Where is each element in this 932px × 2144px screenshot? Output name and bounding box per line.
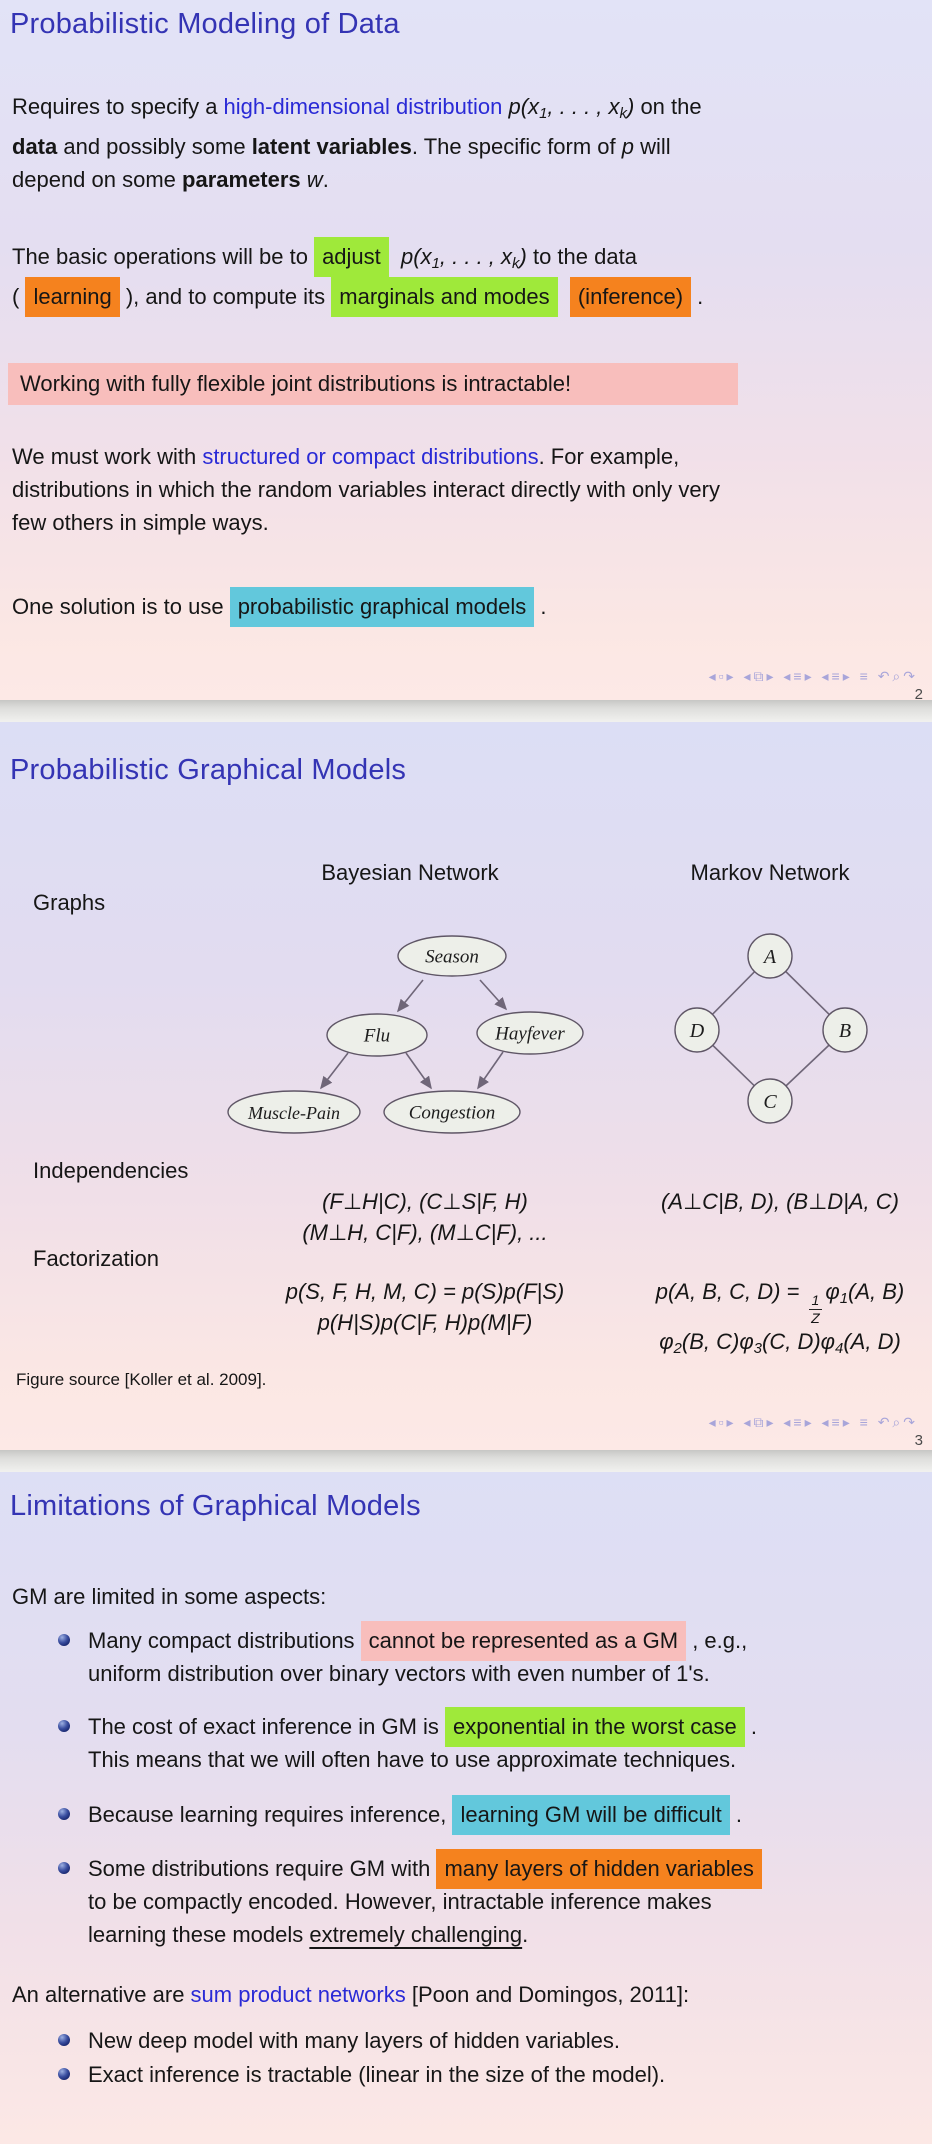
text-segment: .: [522, 1922, 529, 1947]
text-line: [88, 1852, 908, 1885]
paragraph-specify-distribution: [12, 90, 924, 196]
paragraph-one-solution: [12, 590, 924, 623]
row-label-graphs: Graphs: [33, 890, 106, 915]
text-segment: w: [306, 167, 323, 193]
text-line: [88, 1798, 908, 1831]
page-number: 2: [914, 686, 923, 700]
text-segment: Some distributions require GM with: [88, 1856, 437, 1881]
text-line: [628, 1326, 932, 1364]
edge-flu-musclepain: [321, 1053, 348, 1088]
text-line: [20, 371, 726, 397]
text-segment: ): [519, 244, 527, 269]
text-segment: to the data: [526, 244, 637, 269]
text-segment: p: [621, 134, 635, 160]
text-line: [12, 1978, 928, 2011]
text-segment: k: [619, 105, 627, 123]
text-segment: p(S, F, H, M, C) = p(S)p(F|S): [285, 1279, 565, 1304]
factorization-bayesian: [185, 1276, 665, 1338]
text-segment: uniform distribution over binary vectors with even number of 1's.: [88, 1661, 710, 1686]
text-line: [185, 1217, 665, 1248]
node-label-b: B: [838, 1020, 852, 1042]
text-line: [88, 1710, 908, 1743]
text-segment: depend on some: [12, 167, 183, 193]
text-line: [12, 506, 928, 539]
text-segment: We must work with: [12, 444, 203, 469]
slide-limitations-graphical-models: [0, 1472, 932, 2144]
page-title: Limitations of Graphical Models: [10, 1490, 421, 1522]
text-line: [88, 1657, 908, 1690]
page-title: Probabilistic Modeling of Data: [10, 8, 400, 40]
text-segment: 2: [673, 1340, 682, 1358]
text-segment: $\frac{1}{Z}$: [809, 1293, 823, 1326]
text-segment: Because learning requires inference,: [88, 1802, 453, 1827]
edge-flu-congestion: [406, 1053, 431, 1088]
text-line: [628, 1186, 932, 1217]
beamer-navigation[interactable]: ◂▫▸ ◂⧉▸ ◂≡▸ ◂≡▸ ≡ ↶⌕↷: [708, 668, 918, 684]
text-line: [12, 280, 924, 313]
text-segment: The cost of exact inference in GM is: [88, 1714, 446, 1739]
text-line: [88, 2024, 908, 2057]
text-line: [88, 1624, 908, 1657]
bullet-icon: [58, 1808, 70, 1820]
text-segment: many layers of hidden variables: [436, 1849, 761, 1889]
bullet-item-cannot-represent: [58, 1624, 908, 1690]
text-segment: (: [12, 284, 26, 310]
text-segment: and possibly some: [57, 134, 252, 160]
bullet-item-exact-inference-cost: [58, 1710, 908, 1776]
column-header-bayesian: Bayesian Network: [321, 860, 499, 885]
text-segment: 4: [835, 1340, 844, 1358]
row-label-independencies: Independencies: [33, 1158, 189, 1183]
text-segment: This means that we will often have to use approximate techniques.: [88, 1747, 737, 1772]
node-label-a: A: [763, 946, 777, 968]
text-segment: Requires to specify a: [12, 94, 224, 119]
text-segment: adjust: [314, 237, 389, 277]
node-label-season: Season: [425, 946, 479, 968]
text-segment: (inference): [570, 277, 691, 317]
text-segment: . The specific form of: [411, 134, 622, 160]
bullet-icon: [58, 2034, 70, 2046]
text-line: [185, 1186, 665, 1217]
node-label-c: C: [763, 1091, 777, 1113]
column-header-markov: Markov Network: [690, 860, 850, 885]
text-segment: on the: [634, 94, 702, 119]
slide-probabilistic-modeling: [0, 0, 932, 700]
text-line: [12, 590, 924, 623]
text-segment: 1: [839, 1290, 849, 1308]
text-line: [185, 1307, 665, 1338]
text-segment: learning these models: [88, 1922, 310, 1947]
text-segment: few others in simple ways.: [12, 510, 269, 535]
bullet-item-tractable-inference: [58, 2058, 908, 2091]
text-segment: (M⊥H, C|F), (M⊥C|F), ...: [302, 1220, 548, 1245]
text-segment: The basic operations will be to: [12, 244, 315, 269]
text-segment: Exact inference is tractable (linear in the size of the model).: [88, 2062, 666, 2087]
bullet-item-hidden-variables: [58, 1852, 908, 1951]
text-segment: [Poon and Domingos, 2011]:: [405, 1982, 690, 2007]
text-segment: learning GM will be difficult: [452, 1795, 729, 1835]
text-segment: p(A, B, C, D) =: [655, 1279, 806, 1304]
paragraph-basic-operations: [12, 240, 924, 313]
alert-box-intractable: [8, 363, 738, 405]
text-segment: (C, D)φ: [762, 1328, 836, 1354]
bullet-icon: [58, 1862, 70, 1874]
text-segment: Many compact distributions: [88, 1628, 361, 1653]
text-line: [88, 1885, 908, 1918]
text-segment: marginals and modes: [331, 277, 557, 317]
text-segment: 1: [539, 105, 548, 123]
text-segment: learning: [25, 277, 119, 317]
node-label-flu: Flu: [363, 1025, 391, 1047]
text-segment: (F⊥H|C), (C⊥S|F, H): [322, 1189, 528, 1214]
bullet-item-new-deep-model: [58, 2024, 908, 2057]
text-segment: One solution is to use: [12, 594, 230, 619]
text-segment: .: [322, 167, 329, 193]
text-line: [88, 1918, 908, 1951]
text-line: [12, 240, 924, 280]
text-segment: probabilistic graphical models: [230, 587, 535, 627]
text-line: [12, 90, 924, 130]
text-segment: , . . . , x: [547, 94, 620, 119]
text-segment: (A⊥C|B, D), (B⊥D|A, C): [661, 1189, 899, 1214]
slide-probabilistic-graphical-models: [0, 722, 932, 1450]
text-segment: φ: [825, 1279, 840, 1304]
text-segment: [558, 284, 570, 309]
independencies-markov: [628, 1186, 932, 1217]
edge-hayfever-congestion: [478, 1052, 503, 1088]
text-segment: p(x: [508, 94, 540, 119]
page-number: 3: [914, 1432, 923, 1449]
paragraph-alternative-spn: [12, 1978, 928, 2011]
bayesian-network-diagram: [218, 918, 608, 1138]
row-label-factorization: Factorization: [33, 1246, 159, 1271]
slide-separator: [0, 1450, 932, 1472]
text-line: [185, 1276, 665, 1307]
node-label-hayfever: Hayfever: [495, 1023, 565, 1045]
node-label-muscle-pain: Muscle-Pain: [248, 1103, 340, 1123]
text-segment: exponential in the worst case: [445, 1707, 745, 1747]
text-segment: .: [729, 1802, 742, 1827]
bullet-item-learning-difficult: [58, 1798, 908, 1831]
text-segment: sum product networks: [190, 1982, 406, 2007]
slide-separator: [0, 700, 932, 722]
node-label-d: D: [689, 1020, 705, 1042]
edge-season-flu: [398, 980, 423, 1011]
text-segment: (A, B): [848, 1279, 905, 1304]
text-segment: .: [534, 594, 547, 619]
text-segment: New deep model with many layers of hidden variables.: [88, 2028, 620, 2053]
bullet-icon: [58, 2068, 70, 2080]
text-segment: extremely challenging: [309, 1922, 523, 1947]
text-segment: latent variables: [251, 134, 412, 160]
text-line: [88, 1743, 908, 1776]
paragraph-structured-distributions: [12, 440, 928, 539]
text-segment: An alternative are: [12, 1982, 191, 2007]
text-segment: , . . . , x: [439, 244, 513, 269]
independencies-bayesian: [185, 1186, 665, 1248]
beamer-navigation[interactable]: ◂▫▸ ◂⧉▸ ◂≡▸ ◂≡▸ ≡ ↶⌕↷: [708, 1414, 918, 1430]
text-line: [12, 440, 928, 473]
text-segment: .: [691, 284, 704, 310]
text-segment: data: [12, 134, 58, 160]
text-line: [12, 473, 928, 506]
text-line: [12, 163, 924, 196]
text-line: [88, 2058, 908, 2091]
text-segment: φ: [659, 1328, 674, 1354]
text-segment: p(x: [401, 244, 432, 269]
text-segment: [389, 244, 401, 269]
text-segment: ), and to compute its: [119, 284, 332, 310]
text-line: [628, 1276, 932, 1326]
text-segment: structured or compact distributions: [202, 444, 539, 469]
text-segment: ): [627, 94, 635, 119]
node-label-congestion: Congestion: [408, 1102, 496, 1124]
bullet-icon: [58, 1634, 70, 1646]
text-segment: will: [634, 134, 671, 160]
text-segment: .: [744, 1714, 758, 1739]
text-segment: cannot be represented as a GM: [361, 1621, 686, 1661]
bullet-icon: [58, 1720, 70, 1732]
text-segment: , e.g.,: [686, 1628, 748, 1653]
markov-network-diagram: [658, 918, 888, 1138]
text-segment: to be compactly encoded. However, intractable inference makes: [88, 1889, 712, 1914]
figure-source: Figure source [Koller et al. 2009].: [16, 1370, 267, 1389]
text-segment: . For example,: [538, 444, 680, 469]
text-segment: k: [512, 255, 520, 273]
text-line: [12, 130, 924, 163]
text-segment: (B, C)φ: [681, 1328, 754, 1354]
edge-season-hayfever: [480, 980, 506, 1009]
text-segment: p(H|S)p(C|F, H)p(M|F): [317, 1310, 533, 1335]
text-segment: parameters: [182, 167, 301, 193]
text-segment: high-dimensional distribution: [223, 94, 503, 119]
text-segment: 1: [431, 255, 440, 273]
text-segment: 3: [753, 1340, 762, 1358]
text-segment: Working with fully flexible joint distributions is intractable!: [20, 371, 572, 396]
text-segment: distributions in which the random variables interact directly with only very: [12, 477, 720, 502]
factorization-markov: [628, 1276, 932, 1364]
intro-text: GM are limited in some aspects:: [12, 1584, 327, 1609]
text-segment: (A, D): [843, 1328, 901, 1354]
page-title: Probabilistic Graphical Models: [10, 754, 407, 786]
